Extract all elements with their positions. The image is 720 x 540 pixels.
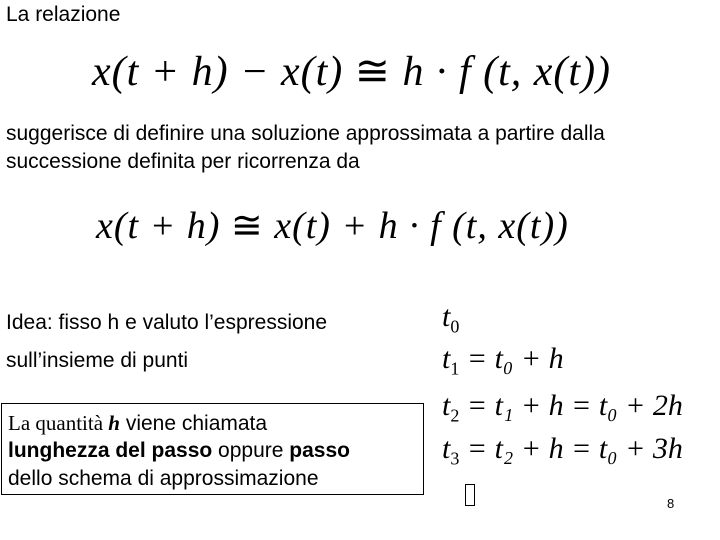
point-var: t: [442, 432, 451, 465]
point-expression: = t₂ + h = t₀ + 3h: [459, 432, 683, 465]
box-variable: h: [108, 411, 120, 435]
point-expression: = t₀ + h: [459, 342, 564, 375]
box-line-1: [8, 410, 267, 437]
point-t0: [442, 300, 459, 337]
paragraph-line-2: successione definita per ricorrenza da: [6, 150, 360, 173]
point-var: t: [442, 389, 451, 422]
eq2-lhs: x(t + h): [96, 205, 221, 247]
box-suffix: viene chiamata: [119, 412, 268, 435]
point-subscript: 1: [450, 358, 460, 379]
idea-line-2: sull’insieme di punti: [6, 349, 189, 372]
eq1-approx-symbol: ≅: [354, 49, 391, 95]
eq1-lhs: x(t + h) − x(t): [92, 49, 344, 95]
point-subscript: 2: [450, 405, 460, 426]
idea-line-1: Idea: fisso h e valuto l’espressione: [6, 311, 328, 334]
point-t2: [442, 389, 683, 426]
box-line-2: [8, 438, 350, 464]
point-var: t: [442, 342, 451, 375]
equation-recurrence: [96, 203, 569, 248]
point-var: t: [442, 300, 451, 333]
eq1-rhs: h · f (t, x(t)): [402, 49, 612, 95]
equation-difference: [92, 46, 611, 96]
box-line-3: dello schema di approssimazione: [8, 467, 319, 490]
page-number: 8: [667, 496, 675, 511]
point-subscript: 3: [450, 448, 460, 469]
continuation-glyph: [465, 484, 475, 506]
eq2-approx-symbol: ≅: [230, 205, 264, 247]
point-subscript: 0: [450, 316, 460, 337]
box-bold-term-1: lunghezza del passo: [8, 439, 213, 462]
point-t1: [442, 342, 564, 379]
point-expression: = t₁ + h = t₀ + 2h: [459, 389, 683, 422]
box-prefix: La quantità: [8, 411, 109, 435]
box-middle: oppure: [212, 439, 290, 462]
heading: La relazione: [6, 3, 121, 26]
definition-box: [1, 403, 424, 495]
point-t3: [442, 432, 683, 469]
eq2-rhs: x(t) + h · f (t, x(t)): [274, 205, 569, 247]
box-bold-term-2: passo: [289, 439, 350, 462]
paragraph-line-1: suggerisce di definire una soluzione approssimata a partire dalla: [6, 122, 605, 145]
